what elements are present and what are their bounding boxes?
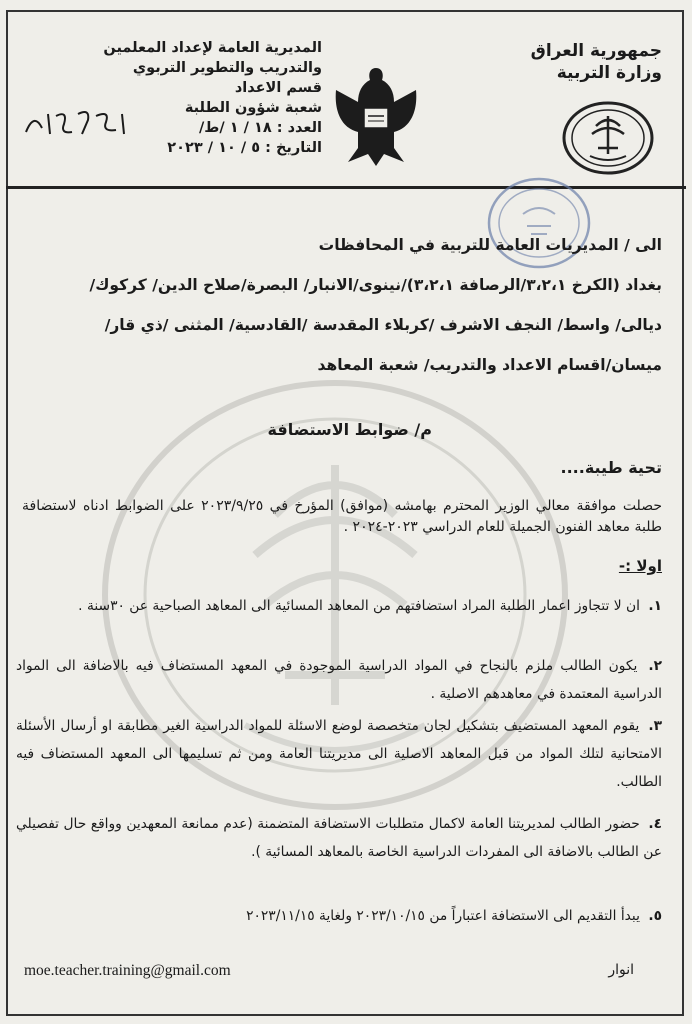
item-number: ٣. (648, 718, 663, 734)
eagle-emblem-icon (328, 62, 424, 174)
item-number: ٢. (648, 658, 663, 674)
header-department: قسم الاعداد (234, 80, 322, 96)
contact-email: moe.teacher.training@gmail.com (24, 962, 231, 979)
list-item (16, 652, 662, 708)
handwritten-number-icon (20, 106, 140, 142)
list-item (16, 902, 662, 930)
item-number: ٤. (648, 816, 662, 832)
header-ministry: وزارة التربية (556, 63, 662, 83)
item-number: ١. (648, 598, 662, 614)
address-line-4: ميسان/اقسام الاعداد والتدريب/ شعبة المعاهد (317, 356, 662, 374)
header-directorate: المديرية العامة لإعداد المعلمين (103, 40, 322, 56)
ministry-seal-icon (560, 100, 656, 176)
reference-date: التاريخ : ٥ / ١٠ / ٢٠٢٣ (167, 140, 322, 156)
item-text: حضور الطالب لمديريتنا العامة لاكمال متطلبات الاستضافة المتضمنة (عدم ممانعة المعهدين وواقع حال تفصيلي عن الطالب بالاضافة الى المفردات الدراسية الخاصة بالمعاهد المسائية ). (16, 816, 662, 860)
address-line-3: ديالى/ واسط/ النجف الاشرف /كربلاء المقدسة /القادسية/ المثنى /ذي قار/ (104, 316, 662, 334)
item-text: يبدأ التقديم الى الاستضافة اعتباراً من ٢٠٢٣/١٠/١٥ ولغاية ٢٠٢٣/١١/١٥ (246, 908, 640, 924)
header-section: شعبة شؤون الطلبة (184, 100, 322, 116)
intro-paragraph: حصلت موافقة معالي الوزير المحترم بهامشه (موافق) المؤرخ في ٢٠٢٣/٩/٢٥ على الضوابط ادناه لاستضافة طلبة معاهد الفنون الجميلة للعام الدراسي ٢٠٢٣-٢٠٢٤ . (22, 498, 662, 535)
greeting: تحية طيبة.... (560, 458, 662, 477)
item-text: يكون الطالب ملزم بالنجاح في المواد الدراسية الموجودة في المعهد المستضاف فيه بالاضافة الى المواد الدراسية المعتمدة في معاهدهم الاصلية . (16, 658, 662, 702)
list-item (16, 810, 662, 866)
typist-name: انوار (608, 962, 634, 978)
reference-number: العدد : ١٨ / ١ /ط/ (199, 120, 322, 136)
address-line-2: بغداد (الكرخ ٣،٢،١/الرصافة ٣،٢،١)/نينوى/الانبار/ البصرة/صلاح الدين/ كركوك/ (89, 276, 662, 294)
header-country: جمهورية العراق (530, 41, 662, 61)
item-text: يقوم المعهد المستضيف بتشكيل لجان متخصصة لوضع الاسئلة للمواد الدراسية الغير مطابقة او أرسال الأسئلة الامتحانية لتلك المواد من قبل المعاهد الاصلية الى مديريتنا العامة ومن ثم تسليمها الى المعهد المستضاف فيه الطالب. (16, 718, 662, 790)
list-item (16, 712, 662, 796)
section-title: اولا :- (618, 557, 662, 575)
ministry-header (472, 40, 662, 84)
list-item (16, 592, 662, 620)
official-stamp-icon (483, 174, 595, 272)
item-number: ٥. (648, 908, 662, 924)
header-training: والتدريب والتطوير التربوي (132, 60, 322, 76)
subject-line: م/ ضوابط الاستضافة (267, 420, 432, 439)
address-line-1: الى / المديريات العامة للتربية في المحافظات (318, 236, 662, 254)
item-text: ان لا تتجاوز اعمار الطلبة المراد استضافتهم من المعاهد المسائية الى المعاهد الصباحية عن ٣٠سنة . (78, 598, 640, 614)
